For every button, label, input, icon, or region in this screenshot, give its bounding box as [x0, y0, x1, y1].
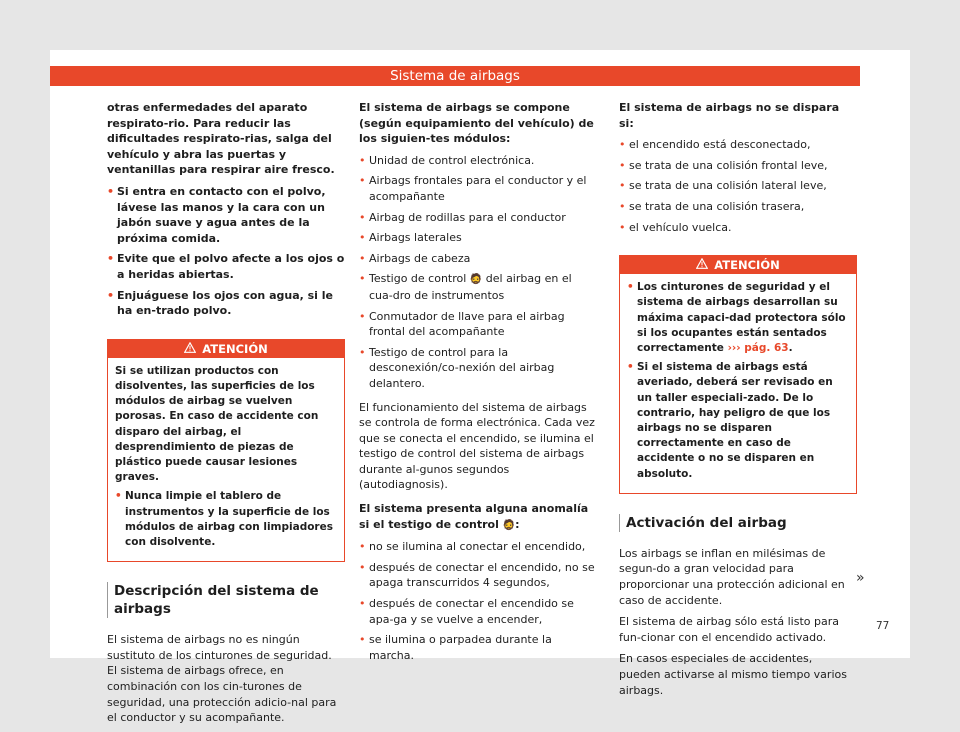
- list-item: • Nunca limpie el tablero de instrumentos y la superficie de los módulos de airbag con limpiadores con disolvente.: [115, 489, 337, 550]
- dust-bullets: [107, 184, 345, 319]
- warning-header: [620, 256, 856, 274]
- list-item: • Conmutador de llave para el airbag frontal del acompañante: [359, 309, 597, 340]
- modules-heading: El sistema de airbags se compone (según equipamiento del vehículo) de los siguien-tes módulos:: [359, 101, 594, 146]
- modules-list: [359, 153, 597, 392]
- list-item: [359, 271, 597, 303]
- warning-bullets: [115, 489, 337, 550]
- list-item-end: .: [788, 341, 793, 354]
- anomaly-heading-colon: :: [515, 517, 520, 531]
- activation-paragraph: En casos especiales de accidentes, pueden activarse al mismo tiempo varios airbags.: [619, 652, 847, 697]
- list-item: • después de conectar el encendido, no se apaga transcurridos 4 segundos,: [359, 560, 597, 591]
- list-item: • Airbags frontales para el conductor y el acompañante: [359, 173, 597, 204]
- list-item: • el encendido está desconectado,: [619, 137, 857, 153]
- list-item: [627, 280, 849, 356]
- warning-triangle-icon: [696, 256, 708, 274]
- warning-paragraph: Si se utilizan productos con disolventes, las superficies de los módulos de airbag se vuelven porosas. En caso de accidente con disparo del airbag, el desprendimiento de piezas de plástico puede causar lesiones graves.: [115, 364, 319, 484]
- list-item: • Evite que el polvo afecte a los ojos o a heridas abiertas.: [107, 251, 345, 282]
- no-deploy-heading: El sistema de airbags no se dispara si:: [619, 101, 840, 130]
- section-title-description: Descripción del sistema de airbags: [107, 582, 345, 618]
- anomaly-heading: [359, 501, 597, 533]
- list-item-text: Los cinturones de seguridad y el sistema de airbags desarrollan su máxima capaci-dad protectora sólo si los ocupantes están sentados correctamente: [637, 281, 846, 354]
- warning-header: [108, 340, 344, 358]
- list-item: • se trata de una colisión frontal leve,: [619, 158, 857, 174]
- list-item: • no se ilumina al conectar el encendido,: [359, 539, 597, 555]
- anomaly-list: [359, 539, 597, 663]
- continue-marker: »: [856, 570, 865, 586]
- list-item: • Si entra en contacto con el polvo, lávese las manos y la cara con un jabón suave y agua antes de la próxima comida.: [107, 184, 345, 246]
- list-item: • Testigo de control para la desconexión/co-nexión del airbag delantero.: [359, 345, 597, 392]
- column-1: [107, 100, 345, 732]
- list-item: • se trata de una colisión trasera,: [619, 199, 857, 215]
- warning-title: ATENCIÓN: [202, 341, 268, 356]
- activation-paragraph: Los airbags se inflan en milésimas de segun-do a gran velocidad para proporcionar una protección adicional en caso de accidente.: [619, 546, 845, 607]
- no-deploy-list: [619, 137, 857, 235]
- page-reference-link[interactable]: ››› pág. 63: [727, 341, 789, 354]
- list-item: • Enjuáguese los ojos con agua, si le ha en-trado polvo.: [107, 288, 345, 319]
- list-item: • se ilumina o parpadea durante la marcha.: [359, 632, 597, 663]
- warning-box-seatbelts: [619, 255, 857, 494]
- activation-paragraph: El sistema de airbag sólo está listo para fun-cionar con el encendido activado.: [619, 615, 839, 644]
- section-title-activation: Activación del airbag: [619, 514, 857, 532]
- list-item-text: del airbag en el cua-dro de instrumentos: [369, 272, 572, 302]
- list-item: • Airbag de rodillas para el conductor: [359, 210, 597, 226]
- warning-box-solvents: [107, 339, 345, 562]
- section-paragraph: El sistema de airbags no es ningún sustituto de los cinturones de seguridad. El sistema de airbags ofrece, en combinación con los cin-turones de seguridad, una protección adicio-nal para el conductor y su acompañante.: [107, 633, 337, 725]
- warning-triangle-icon: [184, 340, 196, 358]
- warning-bullets: [627, 280, 849, 482]
- page-header: Sistema de airbags: [50, 66, 860, 86]
- list-item: • se trata de una colisión lateral leve,: [619, 178, 857, 194]
- list-item: • Airbags laterales: [359, 230, 597, 246]
- airbag-warning-light-icon: 🧔: [502, 519, 516, 531]
- airbag-warning-light-icon: 🧔: [469, 274, 483, 286]
- warning-title: ATENCIÓN: [714, 258, 780, 273]
- function-paragraph: El funcionamiento del sistema de airbags se controla de forma electrónica. Cada vez que se conecta el encendido, se ilumina el testigo de control del sistema de airbags durante al-gunos segundos (autodiagnosis).: [359, 400, 595, 492]
- list-item: • Airbags de cabeza: [359, 251, 597, 267]
- warning-body: [620, 274, 856, 493]
- intro-paragraph: otras enfermedades del aparato respirato-rio. Para reducir las dificultades respirato-rias, salga del vehículo y abra las puertas y ventanillas para respirar aire fresco.: [107, 101, 335, 177]
- anomaly-heading-text: El sistema presenta alguna anomalía si el testigo de control: [359, 502, 589, 531]
- warning-body: [108, 358, 344, 561]
- page-number: 77: [876, 620, 890, 632]
- list-item: • el vehículo vuelca.: [619, 220, 857, 236]
- list-item: • Unidad de control electrónica.: [359, 153, 597, 169]
- list-item: • después de conectar el encendido se apa-ga y se vuelve a encender,: [359, 596, 597, 627]
- column-2: [359, 100, 597, 668]
- list-item-text: Testigo de control: [369, 272, 467, 286]
- column-3: [619, 100, 857, 704]
- list-item: • Si el sistema de airbags está averiado, deberá ser revisado en un taller especiali-zado. De lo contrario, hay peligro de que los airbags no se disparen correctamente en caso de accidente o no se disparen en absoluto.: [627, 360, 849, 482]
